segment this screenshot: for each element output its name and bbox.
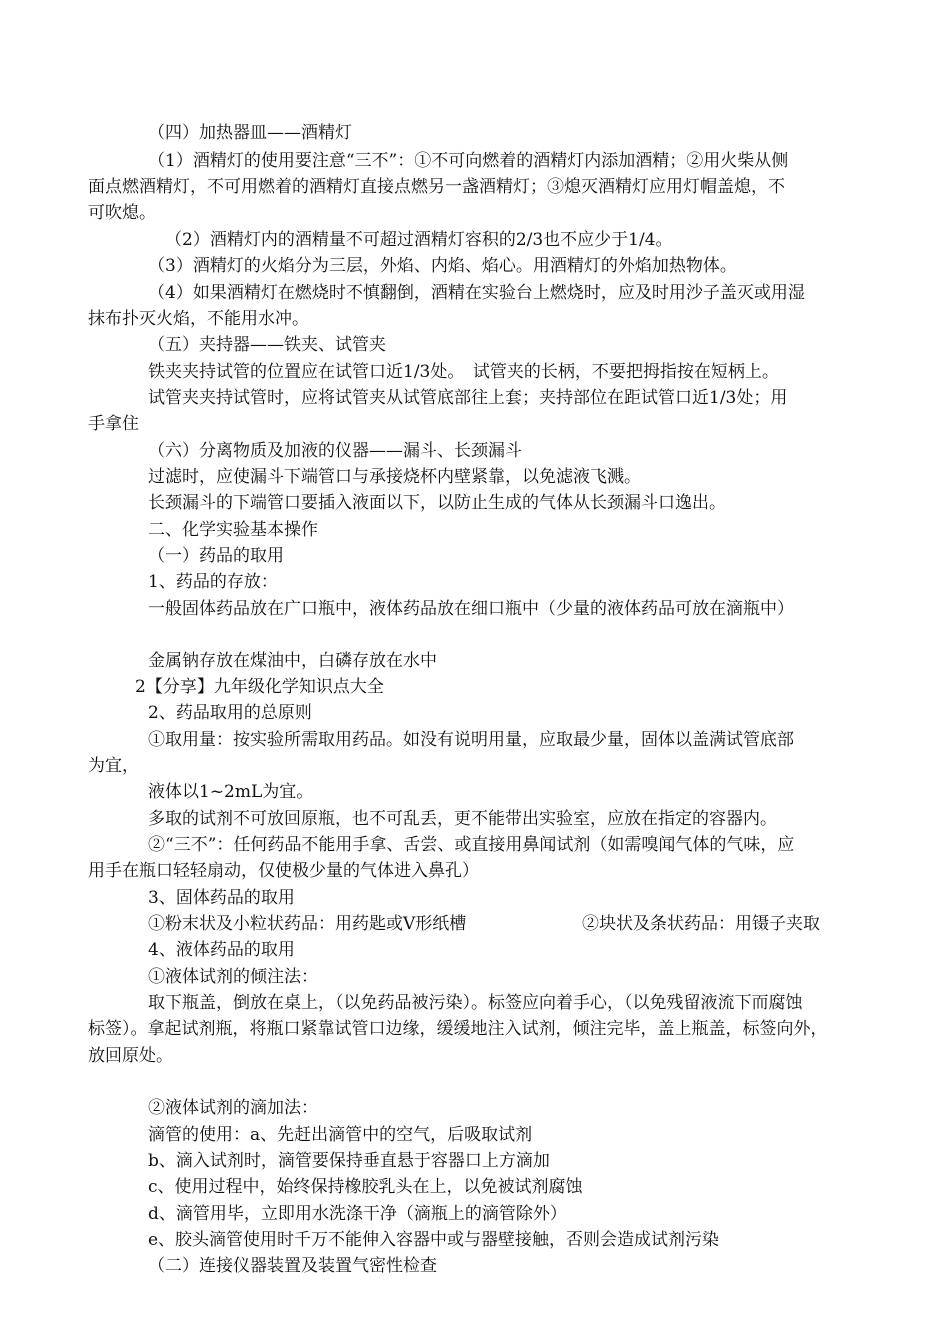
paragraph-line: ②“三不”：任何药品不能用手拿、舌尝、或直接用鼻闻试剂（如需嗅闻气体的气味，应	[148, 835, 795, 855]
paragraph-line: （2）酒精灯内的酒精量不可超过酒精灯容积的2/3也不应少于1/4。	[165, 230, 673, 250]
paragraph-line: 滴管的使用：a、先赶出滴管中的空气，后吸取试剂	[148, 1125, 533, 1145]
paragraph-line: 长颈漏斗的下端管口要插入液面以下，以防止生成的气体从长颈漏斗口逸出。	[148, 493, 726, 513]
subsection-heading: 1、药品的存放：	[148, 572, 278, 592]
paragraph-line: 抹布扑灭火焰，不能用水冲。	[88, 309, 309, 329]
subsection-heading: （一）药品的取用	[148, 546, 284, 566]
paragraph-line: 多取的试剂不可放回原瓶，也不可乱丢，更不能带出实验室，应放在指定的容器内。	[148, 809, 777, 829]
paragraph-line: b、滴入试剂时，滴管要保持垂直悬于容器口上方滴加	[148, 1151, 550, 1171]
paragraph-line: ②块状及条状药品：用镊子夹取	[582, 914, 820, 934]
subsection-heading: 2、药品取用的总原则	[148, 703, 312, 723]
subsection-heading: 3、固体药品的取用	[148, 888, 295, 908]
paragraph-line: e、胶头滴管使用时千万不能伸入容器中或与器壁接触，否则会造成试剂污染	[148, 1230, 720, 1250]
paragraph-line: （3）酒精灯的火焰分为三层，外焰、内焰、焰心。用酒精灯的外焰加热物体。	[148, 256, 737, 276]
subsection-heading: 4、液体药品的取用	[148, 940, 295, 960]
paragraph-line: c、使用过程中，始终保持橡胶乳头在上，以免被试剂腐蚀	[148, 1177, 583, 1197]
paragraph-line: 过滤时，应使漏斗下端管口与承接烧杯内壁紧靠，以免滤液飞溅。	[148, 467, 641, 487]
paragraph-line: 标签）。拿起试剂瓶，将瓶口紧靠试管口边缘，缓缓地注入试剂，倾注完毕，盖上瓶盖，标签向外，	[88, 1019, 828, 1039]
section-heading-funnels: （六）分离物质及加液的仪器——漏斗、长颈漏斗	[148, 441, 522, 461]
paragraph-line: 取下瓶盖，倒放在桌上，（以免药品被污染）。标签应向着手心，（以免残留液流下而腐蚀	[148, 993, 803, 1013]
paragraph-line: 试管夹夹持试管时，应将试管夹从试管底部往上套；夹持部位在距试管口近1/3处；用	[148, 388, 788, 408]
paragraph-line: 为宜，	[88, 756, 139, 776]
section-heading-holders: （五）夹持器——铁夹、试管夹	[148, 335, 386, 355]
paragraph-line: 液体以1~2mL为宜。	[148, 782, 314, 802]
paragraph-line: 面点燃酒精灯，不可用燃着的酒精灯直接点燃另一盏酒精灯；③熄灭酒精灯应用灯帽盖熄，不	[88, 177, 785, 197]
paragraph-line: 用手在瓶口轻轻扇动，仅使极少量的气体进入鼻孔）	[88, 861, 479, 881]
paragraph-line: 金属钠存放在煤油中，白磷存放在水中	[148, 651, 437, 671]
section-heading-basic-operations: 二、化学实验基本操作	[148, 520, 318, 540]
paragraph-line: 一般固体药品放在广口瓶中，液体药品放在细口瓶中（少量的液体药品可放在滴瓶中）	[148, 599, 794, 619]
section-heading-alcohol-lamp: （四）加热器皿——酒精灯	[148, 123, 352, 143]
paragraph-line: （4）如果酒精灯在燃烧时不慎翻倒，酒精在实验台上燃烧时，应及时用沙子盖灭或用湿	[148, 283, 805, 303]
paragraph-line: 放回原处。	[88, 1046, 173, 1066]
paragraph-line: （1）酒精灯的使用要注意“三不”：①不可向燃着的酒精灯内添加酒精；②用火柴从侧	[148, 151, 789, 171]
paragraph-line: ①取用量：按实验所需取用药品。如没有说明用量，应取最少量，固体以盖满试管底部	[148, 730, 794, 750]
paragraph-line: ①粉末状及小粒状药品：用药匙或V形纸槽	[148, 914, 467, 934]
share-banner: 2【分享】九年级化学知识点大全	[135, 677, 384, 697]
paragraph-line: 可吹熄。	[88, 203, 156, 223]
paragraph-line: ①液体试剂的倾注法：	[148, 967, 318, 987]
paragraph-line: ②液体试剂的滴加法：	[148, 1098, 318, 1118]
subsection-heading: （二）连接仪器装置及装置气密性检查	[148, 1256, 437, 1276]
paragraph-line: 铁夹夹持试管的位置应在试管口近1/3处。 试管夹的长柄，不要把拇指按在短柄上。	[148, 362, 779, 382]
paragraph-line: d、滴管用毕，立即用水洗涤干净（滴瓶上的滴管除外）	[148, 1204, 567, 1224]
paragraph-line: 手拿住	[88, 414, 139, 434]
